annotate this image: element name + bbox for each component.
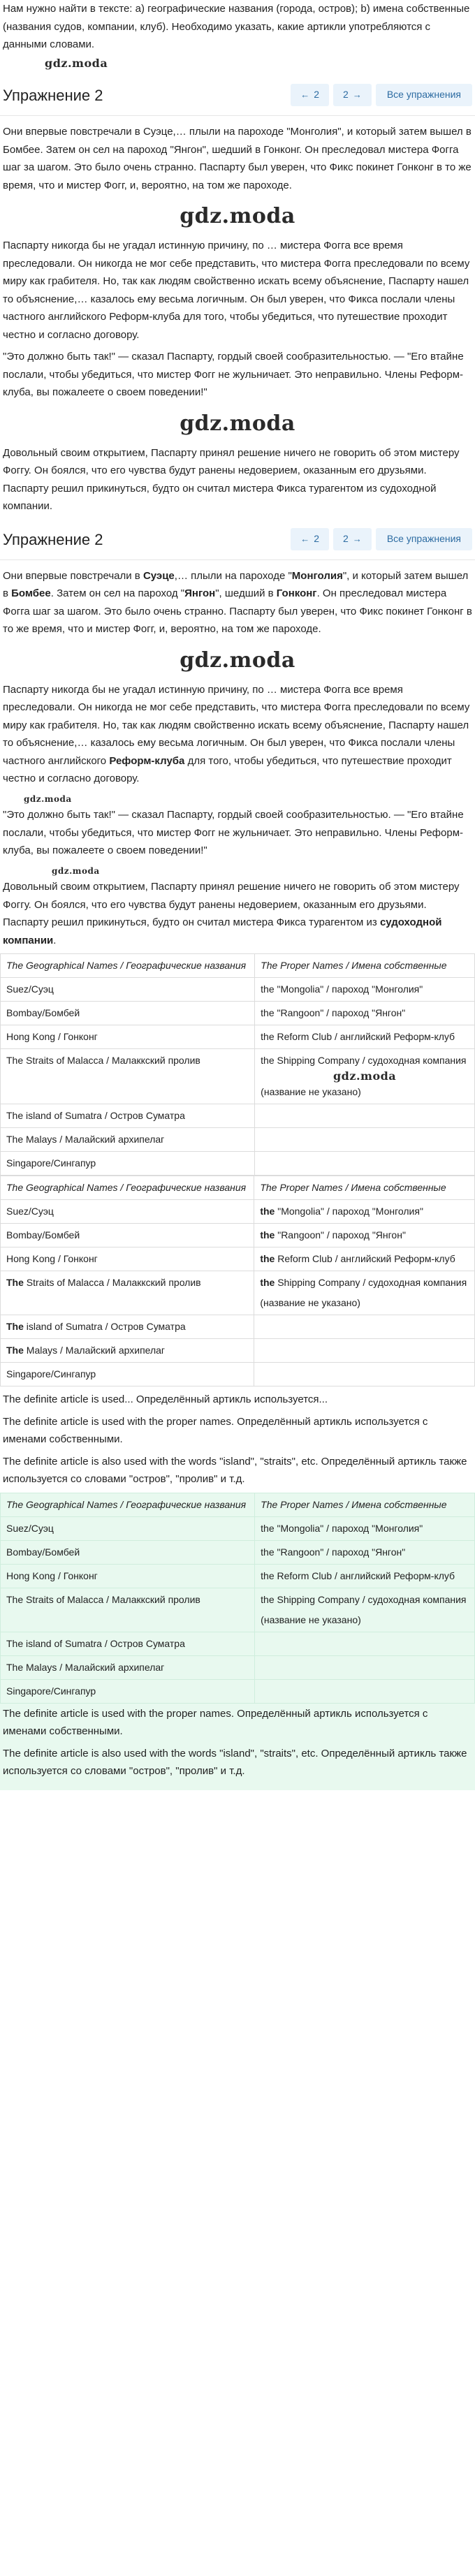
cell-text: Reform Club / английский Реформ-клуб — [277, 1253, 455, 1265]
text-span: для того, чтобы убедиться, что путешествие проходит честно и согласно договору. — [3, 754, 452, 785]
highlight-rangoon: Янгон — [184, 587, 216, 600]
table-cell: Suez/Суэц — [1, 1200, 254, 1224]
highlight-mongolia: Монголия — [291, 569, 343, 582]
cell-note: (название не указано) — [261, 1613, 361, 1625]
highlight-hongkong: Гонконг — [276, 587, 317, 600]
table-cell: the "Mongolia" / пароход "Монголия" — [255, 1516, 475, 1540]
table-cell: Bombay/Бомбей — [1, 1224, 254, 1247]
table-cell: The island of Sumatra / Остров Суматра — [1, 1104, 255, 1128]
paragraph — [3, 878, 472, 949]
next-exercise-button[interactable] — [333, 528, 372, 550]
table-cell — [254, 1200, 475, 1224]
table-row — [1, 1655, 475, 1679]
arrow-left-icon: ← — [300, 89, 310, 101]
table-cell: the "Rangoon" / пароход "Янгон" — [255, 1002, 475, 1025]
table-header-cell: The Proper Names / Имена собственные — [254, 1176, 475, 1200]
table-header-cell: The Proper Names / Имена собственные — [255, 954, 475, 978]
table-header-row — [1, 1493, 475, 1516]
exercise-title: Упражнение 2 — [3, 530, 103, 548]
table-row — [1, 1002, 475, 1025]
table-cell: the "Rangoon" / пароход "Янгон" — [255, 1540, 475, 1564]
cell-text: "Rangoon" / пароход "Янгон" — [277, 1229, 406, 1241]
table-cell: Hong Kong / Гонконг — [1, 1025, 255, 1049]
table-cell — [254, 1224, 475, 1247]
table-row — [1, 1128, 475, 1152]
paragraph: "Это должно быть так!" — сказал Паспарту, гордый своей сообразительностью. — "Его втайне послали, чтобы убедиться, что мистер Фогг не жульничает. Это неправильно. Члены Реформ-клуба, вы пожалеете о своем поведении!" — [3, 351, 464, 399]
cell-text: Straits of Malacca / Малаккский пролив — [26, 1277, 201, 1289]
table-cell: The Malays / Малайский архипелаг — [1, 1128, 255, 1152]
watermark: gdz.moda — [52, 865, 100, 876]
table-row — [1, 1152, 475, 1176]
table-cell: Suez/Суэц — [1, 978, 255, 1002]
article-note: The definite article is also used with the words "island", "straits", etc. Определённый артикль также используется со словами "остров", "пролив" и т.д. — [3, 1747, 467, 1778]
table-cell: Singapore/Сингапур — [1, 1679, 255, 1703]
table-header-cell: The Proper Names / Имена собственные — [255, 1493, 475, 1516]
text-span: Они впервые повстречали в — [3, 569, 143, 582]
next-exercise-label: 2 — [343, 533, 349, 545]
cell-text: "Mongolia" / пароход "Монголия" — [277, 1206, 423, 1217]
text-span: ", и который затем вышел в — [3, 569, 469, 600]
cell-text: island of Sumatra / Остров Суматра — [26, 1321, 186, 1333]
table-cell: Hong Kong / Гонконг — [1, 1564, 255, 1588]
table-row — [1, 1564, 475, 1588]
paragraph — [3, 681, 472, 788]
article-the: The — [6, 1345, 24, 1356]
arrow-right-icon: → — [352, 89, 362, 101]
article-the: The — [6, 1277, 24, 1289]
table-row — [1, 1224, 475, 1247]
table-cell — [255, 1128, 475, 1152]
table-cell: Bombay/Бомбей — [1, 1540, 255, 1564]
names-table-final — [0, 1493, 475, 1704]
articles-notes-final — [0, 1704, 475, 1790]
prev-exercise-button[interactable] — [291, 528, 329, 550]
table-row — [1, 1315, 475, 1339]
exercise-title: Упражнение 2 — [3, 86, 103, 104]
article-the: The — [6, 1321, 24, 1333]
prev-exercise-button[interactable] — [291, 84, 329, 106]
watermark: gdz.moda — [332, 1069, 397, 1083]
table-cell — [255, 1104, 475, 1128]
article-note: The definite article is used with the proper names. Определённый артикль используется с именами собственными. — [3, 1707, 428, 1738]
table-row — [1, 1516, 475, 1540]
table-cell — [254, 1247, 475, 1271]
paragraph — [3, 567, 472, 638]
table-row — [1, 1104, 475, 1128]
all-exercises-button[interactable]: Все упражнения — [376, 84, 472, 106]
text-span: Довольный своим открытием, Паспарту принял решение ничего не говорить об этом мистеру Фоггу. Он боялся, что его чувства будут ранены недоверием, оказанным его друзьями. Паспарту решил прикинуться, будто он считал мистера Фикса турагентом из — [3, 881, 460, 929]
table-row — [1, 1363, 475, 1386]
text-block-1 — [0, 122, 475, 515]
table-cell — [254, 1363, 475, 1386]
table-cell — [255, 1632, 475, 1655]
article-note: The definite article is also used with the words "island", "straits", etc. Определённый артикль также используется со словами "остров", "пролив" и т.д. — [3, 1455, 467, 1486]
names-table — [0, 953, 475, 1176]
highlight-shipping-company: судоходной компании — [3, 916, 442, 946]
task-description — [0, 0, 475, 75]
table-cell: The Malays / Малайский архипелаг — [1, 1655, 255, 1679]
arrow-right-icon: → — [352, 534, 362, 545]
text-block-2 — [0, 566, 475, 949]
table-cell — [254, 1315, 475, 1339]
all-exercises-button[interactable]: Все упражнения — [376, 528, 472, 550]
text-span: . Затем он сел на пароход " — [50, 587, 185, 600]
table-row — [1, 1247, 475, 1271]
watermark: gdz.moda — [180, 647, 295, 673]
cell-note: (название не указано) — [260, 1297, 360, 1309]
table-cell: The Straits of Malacca / Малаккский пролив — [1, 1049, 255, 1104]
paragraph: Довольный своим открытием, Паспарту принял решение ничего не говорить об этом мистеру Фоггу. Он боялся, что его чувства будут ранены недоверием, оказанным его друзьями. Паспарту решил прикинуться, будто он считал мистера Фикса турагентом из судоходной компании. — [3, 446, 460, 513]
table-row — [1, 978, 475, 1002]
text-span: Паспарту никогда бы не угадал истинную причину, по … мистера Фогга все время преследовали. Он никогда не мог себе представить, что мистера Фогга преследовали по всему миру как грабителя. Но, так как людям свойственно искать всему объяснение, Паспарту нашел то объяснение,… казалось ему весьма логичным. Он был уверен, что Фикса послали члены частного английского — [3, 683, 470, 767]
watermark: gdz.moda — [180, 411, 295, 436]
article-the: the — [260, 1277, 275, 1289]
exercise-header — [0, 520, 475, 560]
table-cell: Singapore/Сингапур — [1, 1152, 255, 1176]
table-cell: the Reform Club / английский Реформ-клуб — [255, 1564, 475, 1588]
table-cell: Hong Kong / Гонконг — [1, 1247, 254, 1271]
table-cell — [1, 1271, 254, 1315]
article-note: The definite article is used... Определённый артикль используется... — [3, 1393, 328, 1406]
watermark: gdz.moda — [24, 793, 72, 804]
table-cell — [1, 1315, 254, 1339]
cell-text: the Shipping Company / судоходная компания — [261, 1593, 467, 1605]
table-row — [1, 1025, 475, 1049]
highlight-suez: Суэце — [142, 569, 175, 582]
cell-text: Malays / Малайский архипелаг — [26, 1345, 166, 1356]
highlight-bombay: Бомбее — [11, 587, 51, 600]
paragraph: Паспарту никогда бы не угадал истинную причину, по … мистера Фогга все время преследовали. Он никогда не мог себе представить, что мистера Фогга преследовали по всему миру как грабителя. Но, так как людям свойственно искать всему объяснение, Паспарту нашел то объяснение,… казалось ему весьма логичным. Он был уверен, что Фикса послали члены частного английского Реформ-клуба для того, чтобы убедиться, что путешествие проходит честно и согласно договору. — [3, 240, 470, 341]
cell-text: Shipping Company / судоходная компания — [277, 1277, 467, 1289]
article-note: The definite article is used with the proper names. Определённый артикль используется с именами собственными. — [3, 1415, 428, 1446]
table-cell: The Straits of Malacca / Малаккский пролив — [1, 1588, 255, 1632]
articles-notes — [0, 1386, 475, 1488]
table-header-row — [1, 1176, 475, 1200]
table-cell — [255, 1152, 475, 1176]
exercise-header — [0, 75, 475, 116]
table-cell — [255, 1679, 475, 1703]
cell-note: (название не указано) — [261, 1086, 361, 1098]
prev-exercise-label: 2 — [314, 89, 320, 101]
watermark: gdz.moda — [45, 56, 108, 70]
table-row — [1, 1540, 475, 1564]
table-cell — [254, 1271, 475, 1315]
table-cell — [254, 1339, 475, 1363]
table-cell — [255, 1049, 475, 1104]
table-row — [1, 1271, 475, 1315]
table-row — [1, 1049, 475, 1104]
text-span: . Он преследовал мистера Фогга шаг за шагом. Это было очень странно. Паспарту был уверен, что Фикс покинет Гонконг в то же время, что и мистер Фогг, и, вероятно, на том же пароходе. — [3, 587, 472, 636]
highlight-reform-club: Реформ-клуба — [109, 754, 185, 767]
table-cell: Suez/Суэц — [1, 1516, 255, 1540]
table-row — [1, 1588, 475, 1632]
table-cell: Bombay/Бомбей — [1, 1002, 255, 1025]
text-span: ,… плыли на пароходе " — [174, 569, 292, 582]
table-row — [1, 1200, 475, 1224]
table-header-cell: The Geographical Names / Географические названия — [1, 1176, 254, 1200]
paragraph: Они впервые повстречали в Суэце,… плыли на пароходе "Монголия", и который затем вышел в Бомбее. Затем он сел на пароход "Янгон", шедший в Гонконг. Он преследовал мистера Фогга шаг за шагом. Это было очень странно. Паспарту был уверен, что Фикс покинет Гонконг в то же время, что и мистер Фогг, и, вероятно, на том же пароходе. — [3, 126, 472, 191]
exercise-nav — [291, 528, 472, 550]
table-header-cell: The Geographical Names / Географические названия — [1, 1493, 255, 1516]
text-span: . — [53, 934, 57, 946]
cell-text: the Shipping Company / судоходная компания — [261, 1055, 467, 1067]
exercise-nav — [291, 84, 472, 106]
paragraph: "Это должно быть так!" — сказал Паспарту, гордый своей сообразительностью. — "Его втайне послали, чтобы убедиться, что мистер Фогг не жульничает. Это неправильно. Члены Реформ-клуба, вы пожалеете о своем поведении!" — [3, 809, 464, 857]
watermark: gdz.moda — [180, 204, 295, 229]
table-cell: the Reform Club / английский Реформ-клуб — [255, 1025, 475, 1049]
article-the: the — [260, 1253, 275, 1265]
table-cell — [255, 1655, 475, 1679]
arrow-left-icon: ← — [300, 534, 310, 545]
table-cell — [255, 1588, 475, 1632]
table-row — [1, 1339, 475, 1363]
text-span: ", шедший в — [215, 587, 277, 600]
names-table-articles — [0, 1176, 475, 1386]
next-exercise-button[interactable] — [333, 84, 372, 106]
table-row — [1, 1632, 475, 1655]
table-row — [1, 1679, 475, 1703]
table-header-row — [1, 954, 475, 978]
table-cell — [1, 1339, 254, 1363]
table-cell: Singapore/Сингапур — [1, 1363, 254, 1386]
table-header-cell: The Geographical Names / Географические названия — [1, 954, 255, 978]
task-text: Нам нужно найти в тексте: а) географические названия (города, остров); b) имена собственные (названия судов, компании, клуб). Необходимо указать, какие артикли употребляются с данными словами. — [3, 3, 470, 50]
table-cell: the "Mongolia" / пароход "Монголия" — [255, 978, 475, 1002]
article-the: the — [260, 1206, 275, 1217]
article-the: the — [260, 1229, 275, 1241]
table-cell: The island of Sumatra / Остров Суматра — [1, 1632, 255, 1655]
prev-exercise-label: 2 — [314, 533, 320, 545]
next-exercise-label: 2 — [343, 89, 349, 101]
